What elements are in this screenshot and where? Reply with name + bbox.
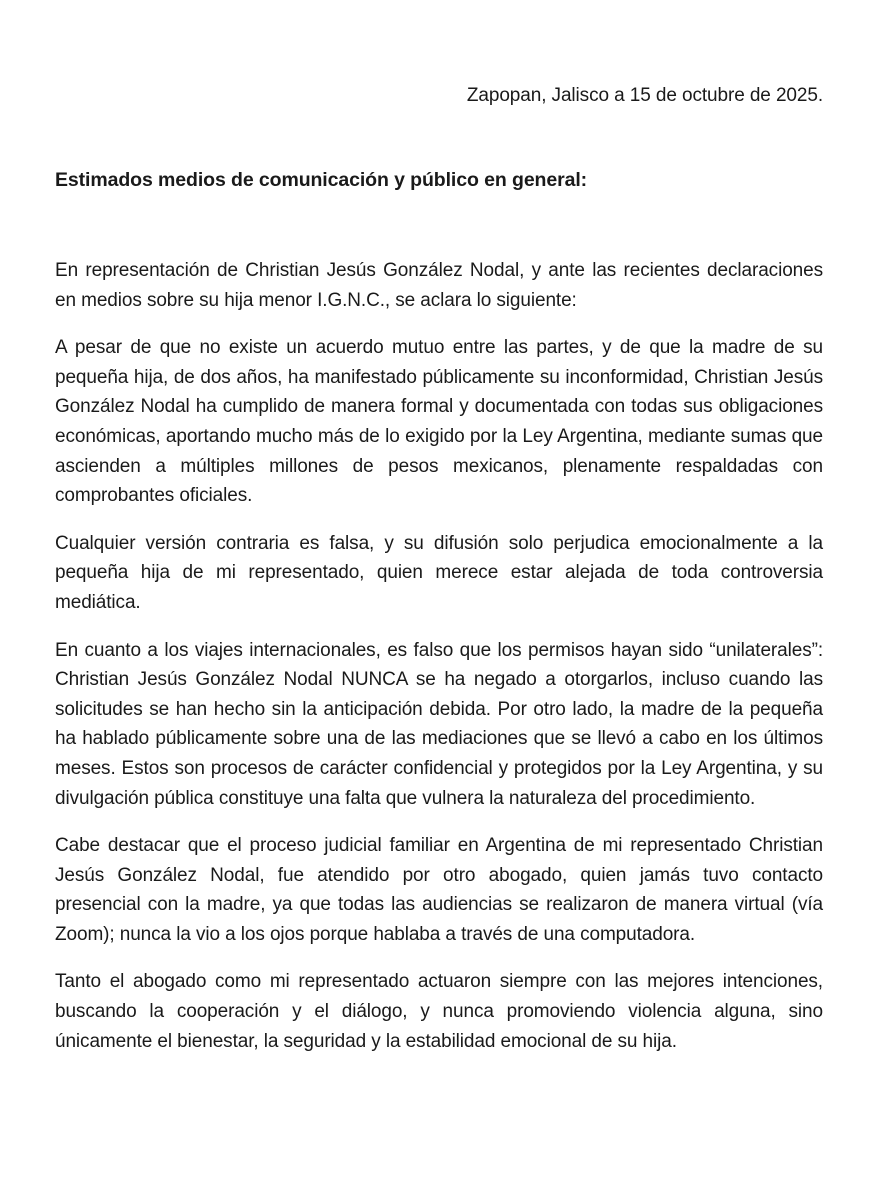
body-paragraph: A pesar de que no existe un acuerdo mutuo entre las partes, y de que la madre de su pequeña hija, de dos años, ha manifestado públicamente su inconformidad, Christian Jesús González Nodal ha cumplido de manera formal y documentada con todas sus obligaciones económicas, aportando mucho más de lo exigido por la Ley Argentina, mediante sumas que ascienden a múltiples millones de pesos mexicanos, plenamente respaldadas con comprobantes oficiales.	[55, 337, 823, 507]
body-paragraph: En representación de Christian Jesús González Nodal, y ante las recientes declaraciones en medios sobre su hija menor I.G.N.C., se aclara lo siguiente:	[55, 260, 823, 311]
body-paragraph: Tanto el abogado como mi representado actuaron siempre con las mejores intenciones, buscando la cooperación y el diálogo, y nunca promoviendo violencia alguna, sino únicamente el bienestar, la seguridad y la estabilidad emocional de su hija.	[55, 971, 823, 1052]
body-paragraph: Cualquier versión contraria es falsa, y su difusión solo perjudica emocionalmente a la pequeña hija de mi representado, quien merece estar alejada de toda controversia mediática.	[55, 532, 823, 613]
body-paragraph: Cabe destacar que el proceso judicial familiar en Argentina de mi representado Christian Jesús González Nodal, fue atendido por otro abogado, quien jamás tuvo contacto presencial con la madre, ya que todas las audiencias se realizaron de manera virtual (vía Zoom); nunca la vio a los ojos porque hablaba a través de una computadora.	[55, 835, 823, 945]
letter-body	[55, 256, 823, 1056]
salutation: Estimados medios de comunicación y público en general:	[55, 169, 588, 191]
dateline: Zapopan, Jalisco a 15 de octubre de 2025.	[466, 85, 823, 106]
body-paragraph: En cuanto a los viajes internacionales, es falso que los permisos hayan sido “unilaterales”: Christian Jesús González Nodal NUNCA se ha negado a otorgarlos, incluso cuando las solicitudes se han hecho sin la anticipación debida. Por otro lado, la madre de la pequeña ha hablado públicamente sobre una de las mediaciones que se llevó a cabo en los últimos meses. Estos son procesos de carácter confidencial y protegidos por la Ley Argentina, y su divulgación pública constituye una falta que vulnera la naturaleza del procedimiento.	[55, 639, 823, 809]
